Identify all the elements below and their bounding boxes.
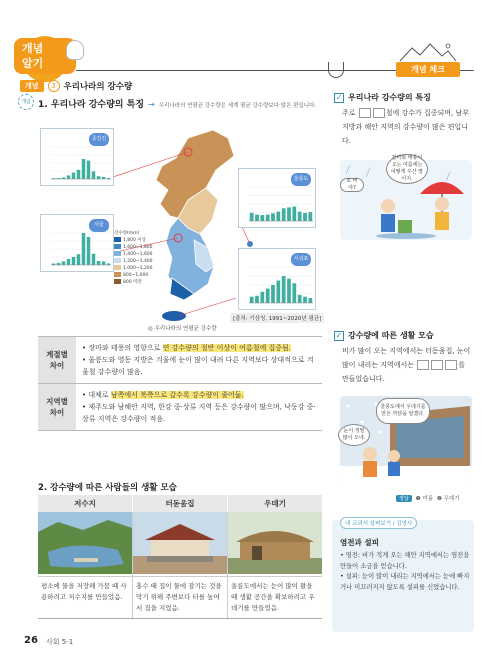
- answer-blank[interactable]: [417, 360, 429, 370]
- chart-bar: [266, 215, 270, 221]
- chart-bar: [266, 289, 270, 303]
- side-note-body: • 염전: 비가 적게 오는 해안 지역에서는 염전을 만들어 소금을 얻습니다. • 설피: 눈이 많이 내리는 지역에서는 눈에 빠지거나 미끄러지지 않도록 설피를 신었습니다.: [340, 552, 470, 591]
- chart-bar: [87, 161, 91, 179]
- legend-item: 1,000~1,200: [114, 265, 153, 272]
- row-body-region: • 대체로 남쪽에서 북쪽으로 갈수록 강수량이 줄어듦. • 제주도와 남해안 지역, 한강 중·상류 지역 등은 강수량이 많으며, 낙동강 중·상류 지역은 강수량이 적음.: [76, 384, 322, 431]
- life-style-table: [38, 495, 322, 619]
- header-divider: [76, 70, 336, 71]
- answer-blank[interactable]: [445, 360, 457, 370]
- chart-bar: [271, 213, 275, 221]
- answer-label: 정답: [396, 495, 412, 502]
- table-row: [38, 337, 322, 384]
- speech-bubble: 울릉도에서 우데기를 만든 까닭을 알겠다.: [376, 398, 430, 424]
- chart-bar: [255, 296, 259, 303]
- legend-item: 1,600~1,800: [114, 244, 153, 251]
- concept-check-tab: 개념 체크: [396, 62, 460, 77]
- chart-bar: [298, 295, 302, 303]
- chart-bar: [97, 261, 101, 265]
- check1-heading: ✓ 우리나라 강수량의 특징: [335, 92, 431, 102]
- answer-blank[interactable]: [359, 108, 371, 118]
- legend-item: 800 미만: [114, 279, 153, 286]
- highlight-text: 연 강수량의 절반 이상이 여름철에 집중됨.: [162, 344, 291, 352]
- chart-bar: [62, 261, 66, 265]
- chart-bar: [72, 173, 76, 179]
- chart-bar: [276, 212, 280, 221]
- answer-blank[interactable]: [431, 360, 443, 370]
- side-note-tab: 내 교과서 살펴보기 / 김영사: [340, 517, 417, 529]
- section1-note: 우리나라의 연평균 강수량은 세계 평균 강수량보다 많은 편입니다.: [158, 103, 317, 109]
- col-head-udegi: 우데기: [228, 495, 323, 512]
- check-icon: ✓: [335, 330, 343, 340]
- chart-bar: [276, 281, 280, 304]
- legend-item: 800~1,000: [114, 272, 153, 279]
- concept-badge: [14, 38, 76, 74]
- chart-bar: [255, 215, 259, 221]
- precipitation-map-figure: [38, 108, 320, 326]
- chart-seogwipo: [238, 248, 316, 310]
- check2-heading: ✓ 강수량에 따른 생활 모습: [335, 330, 434, 340]
- city-label: 중강진: [89, 133, 109, 146]
- city-label: 서울: [89, 219, 109, 232]
- chart-bar: [72, 257, 76, 265]
- chart-bar: [260, 292, 264, 303]
- concept-number: 3: [48, 80, 60, 92]
- chart-bar: [102, 177, 106, 179]
- check2-text: 비가 많이 오는 지역에서는 터돋움집, 눈이 많이 내리는 지역에서는 를 만들었습니다.: [342, 347, 471, 383]
- side-note-title: 염전과 설피: [340, 538, 379, 547]
- col-head-reservoir: 저수지: [38, 495, 133, 512]
- city-label: 울릉도: [291, 173, 311, 186]
- concept-badge-label: 개념 알기: [22, 42, 44, 70]
- speech-bubble: 또 비야?: [340, 178, 364, 192]
- col-head-raised-house: 터돋움집: [133, 495, 228, 512]
- udegi-text: 울릉도에서는 눈이 많이 왔을 때 생활 공간을 확보하려고 우데기를 만들었음.: [228, 577, 323, 619]
- chart-bar: [67, 259, 71, 265]
- chart-bar: [77, 170, 81, 179]
- check-icon: ✓: [335, 92, 343, 102]
- concept-tag-label: 개념: [20, 80, 44, 92]
- legend-item: 1,200~1,400: [114, 258, 153, 265]
- concept-title: 우리나라의 강수량: [63, 82, 133, 92]
- chart-bar: [282, 276, 286, 303]
- raised-house-text: 홍수 때 집이 물에 잠기는 것을 막기 위해 주변보다 터를 높여서 집을 지었음.: [133, 577, 228, 619]
- chart-bar: [287, 207, 291, 221]
- table-row: [38, 384, 322, 431]
- section1-title: 1. 우리나라 강수량의 특징: [38, 100, 145, 110]
- reservoir-text: 평소에 물을 저장해 가뭄 때 사용하려고 저수지를 만들었음.: [38, 577, 133, 619]
- chart-bar: [308, 298, 312, 303]
- chart-bar: [303, 213, 307, 221]
- page-subject: 사회 5-1: [46, 638, 74, 646]
- answer-key: [396, 494, 460, 502]
- chart-bar: [292, 207, 296, 221]
- concept-heading: [20, 80, 132, 92]
- chart-ulleungdo: [238, 168, 316, 228]
- chart-bar: [287, 279, 291, 303]
- section2-title: 2. 강수량에 따른 사람들의 생활 모습: [38, 483, 177, 493]
- row-head-season: 계절별 차이: [38, 337, 76, 384]
- chart-bar: [77, 254, 81, 265]
- chart-bar: [298, 212, 302, 221]
- arrow-icon: →: [148, 100, 155, 109]
- speech-bubble: 장마와 태풍이 오는 여름에는 어떻게 우산 말이지.: [386, 154, 428, 184]
- mountain-icon: [398, 42, 458, 62]
- chart-bar: [303, 297, 307, 303]
- chart-bar: [67, 175, 71, 179]
- row-head-region: 지역별 차이: [38, 384, 76, 431]
- answer-1: ❶ 여름: [415, 496, 433, 502]
- answer-2: ❷ 우데기: [436, 496, 460, 502]
- chart-jung-gangjin: [40, 128, 114, 186]
- map-caption: ◎ 우리나라의 연평균 강수량: [148, 326, 217, 332]
- row-body-season: • 장마와 태풍의 영향으로 연 강수량의 절반 이상이 여름철에 집중됨. • 울릉도와 영동 지방은 겨울에 눈이 많이 내려 다른 지역보다 상대적으로 겨울철 강수량이 많음.: [76, 337, 322, 384]
- answer-blank[interactable]: [373, 108, 385, 118]
- source-note: [출처: 기상청, 1991~2020년 평균]: [230, 313, 324, 323]
- city-label: 서귀포: [291, 253, 311, 266]
- precipitation-difference-table: [38, 336, 322, 431]
- chart-bar: [92, 171, 96, 179]
- chart-bar: [282, 208, 286, 221]
- chart-bar: [92, 254, 96, 265]
- chart-bar: [271, 285, 275, 303]
- reservoir-photo: [38, 512, 132, 574]
- mascot-icon: [66, 40, 84, 60]
- chart-bar: [102, 261, 106, 265]
- legend-title: 강수량(mm): [114, 231, 140, 236]
- chart-bar: [97, 176, 101, 179]
- page-header: [0, 0, 500, 72]
- chart-bar: [82, 159, 86, 179]
- legend-item: 1,800 이상: [114, 237, 153, 244]
- udegi-photo: [228, 512, 322, 574]
- legend-item: 1,400~1,600: [114, 251, 153, 258]
- chart-bar: [292, 283, 296, 303]
- study-seal-icon: 개념: [18, 94, 34, 110]
- speech-bubble: 눈이 정말 많이 오네.: [338, 424, 370, 446]
- chart-bar: [260, 215, 264, 221]
- highlight-text: 남쪽에서 북쪽으로 갈수록 강수량이 줄어듦.: [110, 391, 244, 399]
- page-number: 26: [24, 635, 38, 646]
- chart-bar: [250, 213, 254, 221]
- chart-seoul: [40, 214, 114, 272]
- check1-text: 주로 철에 강수가 집중되며, 남부 지방과 해안 지역의 강수량이 많은 편입니다.: [342, 109, 470, 145]
- map-legend: [114, 230, 153, 286]
- raised-house-photo: [133, 512, 227, 574]
- chart-bar: [308, 212, 312, 221]
- chart-bar: [82, 233, 86, 265]
- chart-bar: [87, 237, 91, 265]
- chart-bar: [250, 297, 254, 303]
